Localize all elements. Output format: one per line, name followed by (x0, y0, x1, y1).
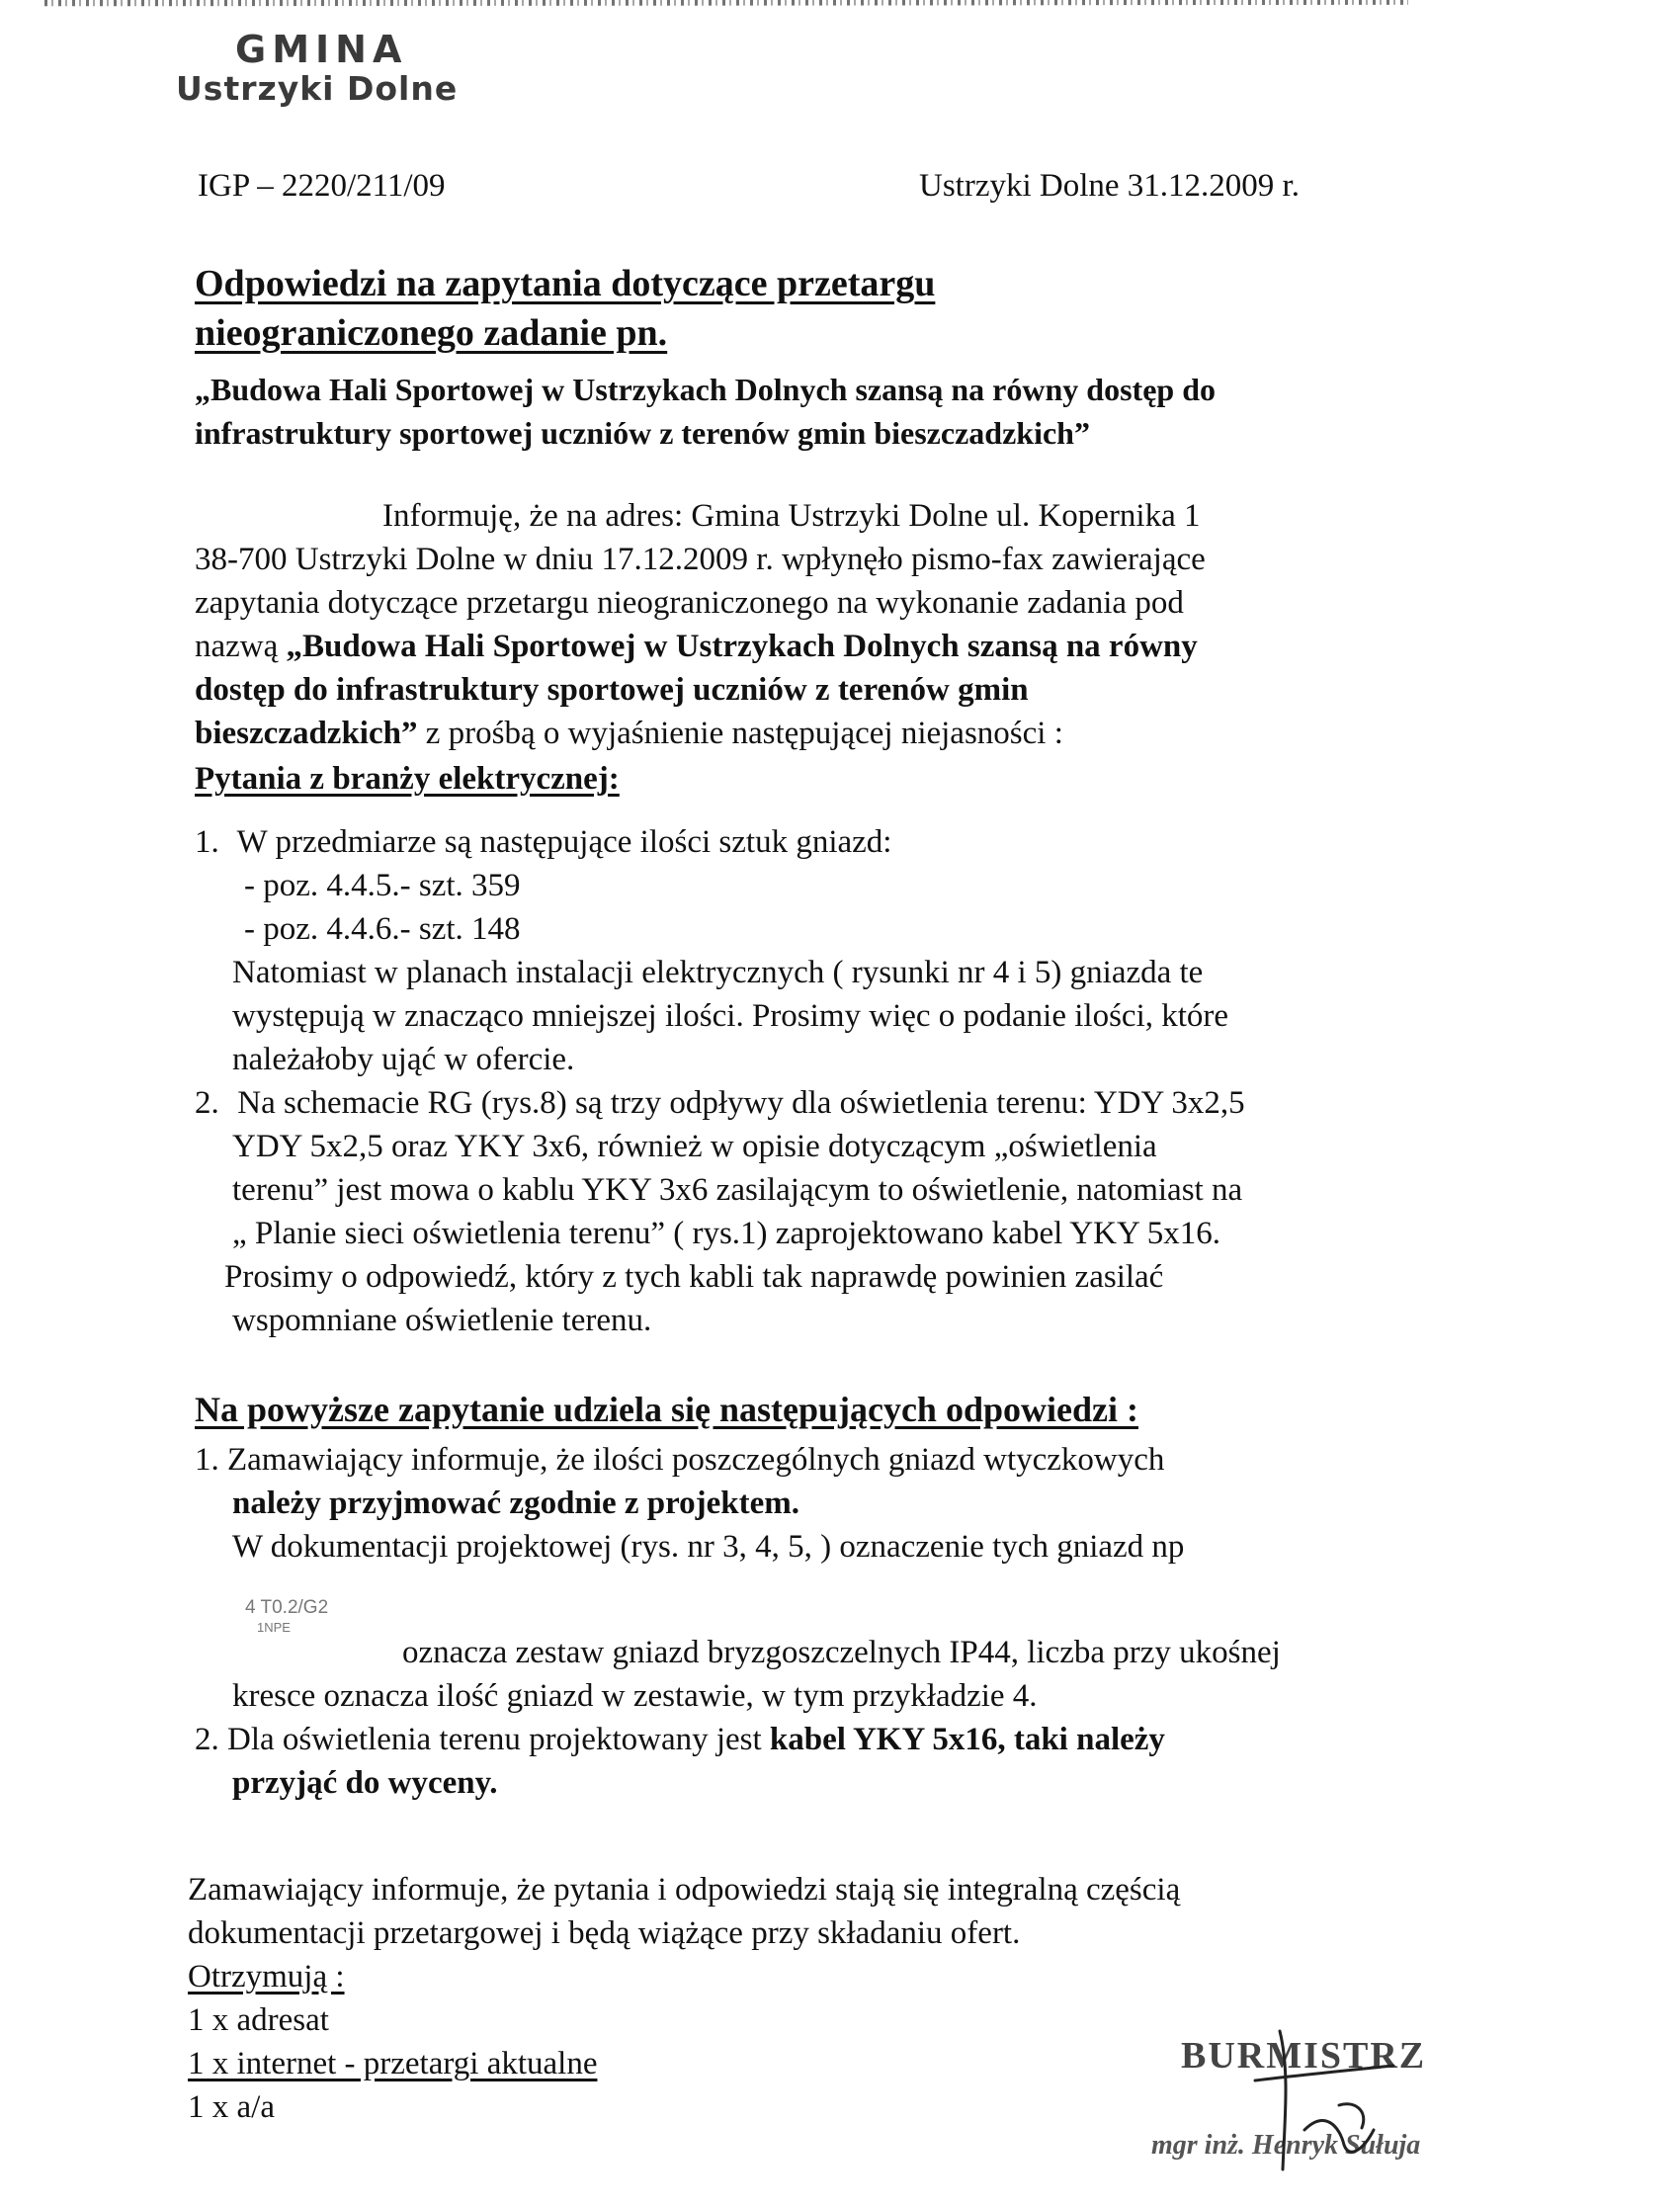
recipient-1: 1 x adresat (188, 2002, 329, 2038)
a2-line-1b: kabel YKY 5x16, taki należy (769, 1722, 1165, 1757)
q1-item-1: - poz. 4.4.5.- szt. 359 (244, 868, 521, 903)
a2-line-1a: Dla oświetlenia terenu projektowany jest (227, 1722, 770, 1757)
socket-symbol-sublabel: 1NPE (257, 1620, 291, 1635)
intro-paragraph (195, 494, 1440, 755)
answers-heading: Na powyższe zapytanie udziela się następujących odpowiedzi : (195, 1390, 1138, 1429)
recipient-2: 1 x internet - przetargi aktualne (188, 2046, 598, 2081)
intro-line-6a: bieszczadzkich” (195, 716, 418, 751)
a1-line-4: oznacza zestaw gniazd bryzgoszczelnych IP44, liczba przy ukośnej (402, 1635, 1281, 1670)
intro-line-6b: z prośbą o wyjaśnienie następującej niejasności : (417, 716, 1063, 751)
intro-line-4b: „Budowa Hali Sportowej w Ustrzykach Dolnych szansą na równy (286, 629, 1198, 664)
stamp-line-2: Ustrzyki Dolne (176, 69, 459, 108)
questions-list (195, 820, 1499, 1342)
a1-line-3: W dokumentacji projektowej (rys. nr 3, 4, 5, ) oznaczenie tych gniazd np (232, 1529, 1185, 1565)
q1-line-2: Natomiast w planach instalacji elektrycznych ( rysunki nr 4 i 5) gniazda te (232, 955, 1204, 990)
closing-line-1: Zamawiający informuje, że pytania i odpowiedzi stają się integralną częścią (188, 1872, 1181, 1908)
a1-line-5: kresce oznacza ilość gniazd w zestawie, w tym przykładzie 4. (232, 1678, 1038, 1714)
intro-line-3: zapytania dotyczące przetargu nieograniczonego na wykonanie zadania pod (195, 585, 1184, 621)
handwritten-signature (1245, 2011, 1423, 2189)
closing-line-2: dokumentacji przetargowej i będą wiążące przy składaniu ofert. (188, 1915, 1021, 1951)
intro-line-1: Informuję, że na adres: Gmina Ustrzyki Dolne ul. Kopernika 1 (382, 498, 1201, 534)
q2-number: 2. (195, 1085, 219, 1121)
questions-heading: Pytania z branży elektrycznej: (195, 761, 620, 797)
a2-number: 2. (195, 1722, 219, 1757)
socket-symbol-label: 4 T0.2/G2 (245, 1597, 329, 1618)
intro-line-2: 38-700 Ustrzyki Dolne w dniu 17.12.2009 r. wpłynęło pismo-fax zawierające (195, 542, 1206, 577)
q2-line-1: Na schemacie RG (rys.8) są trzy odpływy dla oświetlenia terenu: YDY 3x2,5 (237, 1085, 1245, 1121)
q2-line-3: terenu” jest mowa o kablu YKY 3x6 zasilającym to oświetlenie, natomiast na (232, 1172, 1243, 1208)
intro-line-5: dostęp do infrastruktury sportowej uczniów z terenów gmin (195, 672, 1029, 708)
document-date: Ustrzyki Dolne 31.12.2009 r. (919, 168, 1300, 204)
municipality-stamp (176, 28, 458, 108)
q1-line-4: należałoby ująć w ofercie. (232, 1042, 575, 1077)
q1-line-3: występują w znacząco mniejszej ilości. Prosimy więc o podanie ilości, które (232, 998, 1229, 1034)
mayor-stamp-name: mgr inż. Henryk Sułuja (1151, 2130, 1421, 2161)
q1-line-1: W przedmiarze są następujące ilości sztuk gniazd: (236, 824, 892, 860)
intro-line-4a: nazwą (195, 629, 287, 664)
answers-list-part-2 (195, 1631, 1499, 1805)
stamp-line-1: GMINA (235, 28, 408, 71)
subject-line-1: „Budowa Hali Sportowej w Ustrzykach Dolnych szansą na równy dostęp do (195, 372, 1216, 407)
answers-list-part-1 (195, 1438, 1499, 1569)
subject-line-2: infrastruktury sportowej uczniów z terenów gmin bieszczadzkich” (195, 415, 1090, 451)
a1-number: 1. (195, 1442, 219, 1478)
reference-number: IGP – 2220/211/09 (198, 168, 446, 204)
document-title (195, 259, 1282, 358)
mayor-stamp-title: BURMISTRZ (1181, 2035, 1427, 2077)
scan-artifact (44, 0, 1408, 14)
q1-item-2: - poz. 4.4.6.- szt. 148 (244, 911, 521, 947)
a2-line-2: przyjąć do wyceny. (232, 1765, 498, 1801)
q1-number: 1. (195, 824, 219, 860)
tender-subject (195, 368, 1499, 455)
a1-line-1: Zamawiający informuje, że ilości poszczególnych gniazd wtyczkowych (227, 1442, 1165, 1478)
title-line-1: Odpowiedzi na zapytania dotyczące przetargu (195, 263, 936, 304)
q2-line-6: wspomniane oświetlenie terenu. (232, 1303, 652, 1338)
title-line-2: nieograniczonego zadanie pn. (195, 312, 668, 354)
q2-line-2: YDY 5x2,5 oraz YKY 3x6, również w opisie dotyczącym „oświetlenia (232, 1129, 1157, 1164)
recipient-3: 1 x a/a (188, 2089, 275, 2125)
a1-line-2: należy przyjmować zgodnie z projektem. (232, 1485, 800, 1521)
q2-line-5: Prosimy o odpowiedź, który z tych kabli tak naprawdę powinien zasilać (224, 1259, 1164, 1295)
recipients-label: Otrzymują : (188, 1959, 345, 1995)
q2-line-4: „ Planie sieci oświetlenia terenu” ( rys.1) zaprojektowano kabel YKY 5x16. (232, 1216, 1221, 1251)
